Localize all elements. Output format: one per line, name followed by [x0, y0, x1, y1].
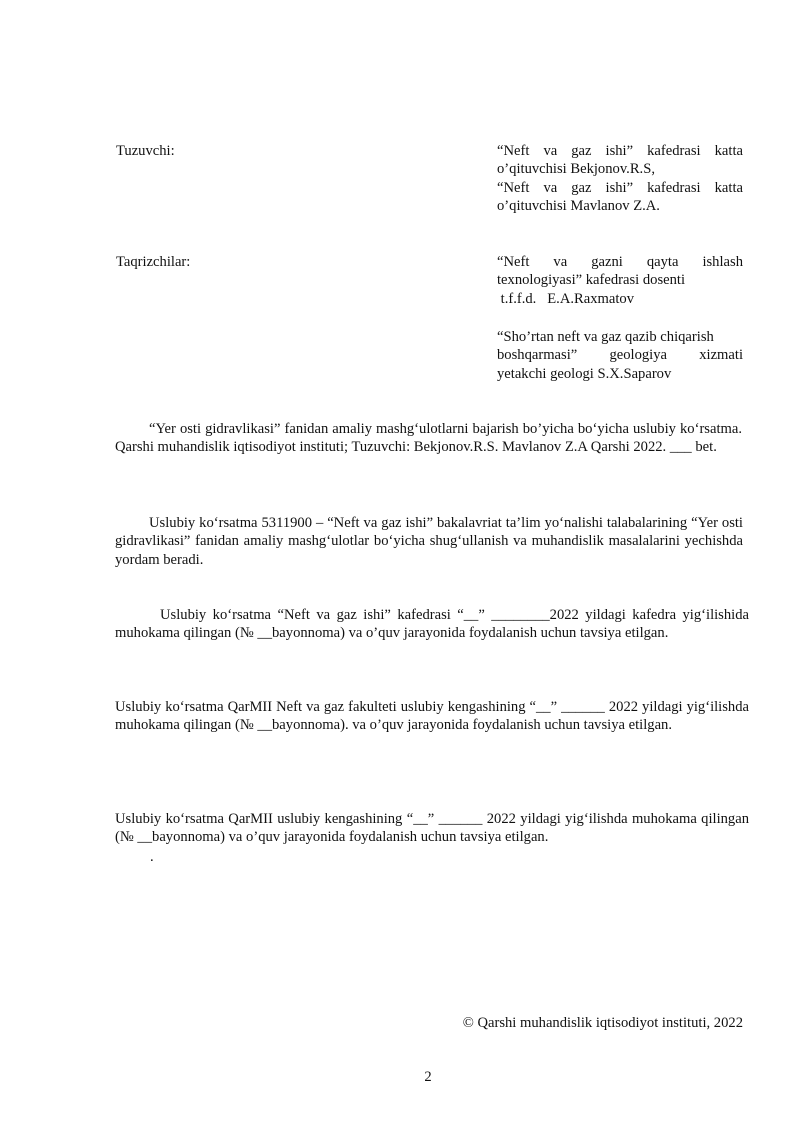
author-line: “Neft va gaz ishi” kafedrasi katta: [497, 143, 743, 159]
reviewer-first: [497, 253, 743, 308]
paragraph-annotation: “Yer osti gidravlikasi” fanidan amaliy mashg‘ulotlarni bajarish bo’yicha bo‘yicha uslubiy ko‘rsatma. Qarshi muhandislik iqtisodiyot instituti; Tuzuvchi: Bekjonov.R.S. Mavlanov Z.A Qarshi 2022. ___ bet.: [115, 421, 742, 456]
copyright-notice: © Qarshi muhandislik iqtisodiyot instituti, 2022: [462, 1015, 743, 1031]
reviewer-second: [497, 328, 743, 383]
paragraph-faculty-approval: Uslubiy ko‘rsatma QarMII Neft va gaz fakulteti uslubiy kengashining “__” ______ 2022 yildagi yig‘ilishda muhokama qilingan (№ __bayonnoma). va o’quv jarayonida foydalanish uchun tavsiya etilgan.: [115, 699, 749, 734]
author-line: o’qituvchisi Bekjonov.R.S,: [497, 161, 655, 178]
reviewer-line: texnologiyasi” kafedrasi dosenti: [497, 272, 686, 289]
reviewers-label: Taqrizchilar:: [116, 254, 191, 270]
reviewer-line: boshqarmasi” geologiya xizmati: [497, 347, 743, 364]
author-line: “Neft va gaz ishi” kafedrasi katta: [497, 179, 743, 196]
reviewer-line: yetakchi geologi S.X.Saparov: [497, 365, 672, 382]
paragraph-department-approval: Uslubiy ko‘rsatma “Neft va gaz ishi” kafedrasi “__” ________2022 yildagi kafedra yig‘ilishida muhokama qilingan (№ __bayonnoma) va o’quv jarayonida foydalanish uchun tavsiya etilgan.: [115, 607, 749, 642]
authors-label: Tuzuvchi:: [116, 143, 175, 159]
paragraph-purpose: Uslubiy ko‘rsatma 5311900 – “Neft va gaz ishi” bakalavriat ta’lim yo‘nalishi talabalarining “Yer osti gidravlikasi” fanidan amaliy mashg‘ulotlar bo‘yicha shug‘ullanish va muhandislik masalalarini yechishda yordam beradi.: [115, 515, 743, 568]
authors-list: [497, 142, 743, 216]
author-line: o’qituvchisi Mavlanov Z.A.: [497, 198, 660, 215]
reviewer-line: “Neft va gazni qayta ishlash: [497, 254, 743, 270]
reviewer-line: t.f.f.d. E.A.Raxmatov: [497, 290, 634, 307]
stray-dot: .: [150, 849, 154, 865]
reviewer-line: “Sho’rtan neft va gaz qazib chiqarish: [497, 329, 714, 345]
paragraph-institute-approval: Uslubiy ko‘rsatma QarMII uslubiy kengashining “__” ______ 2022 yildagi yig‘ilishda muhokama qilingan (№ __bayonnoma) va o’quv jarayonida foydalanish uchun tavsiya etilgan.: [115, 811, 749, 846]
page-number: 2: [424, 1069, 432, 1085]
